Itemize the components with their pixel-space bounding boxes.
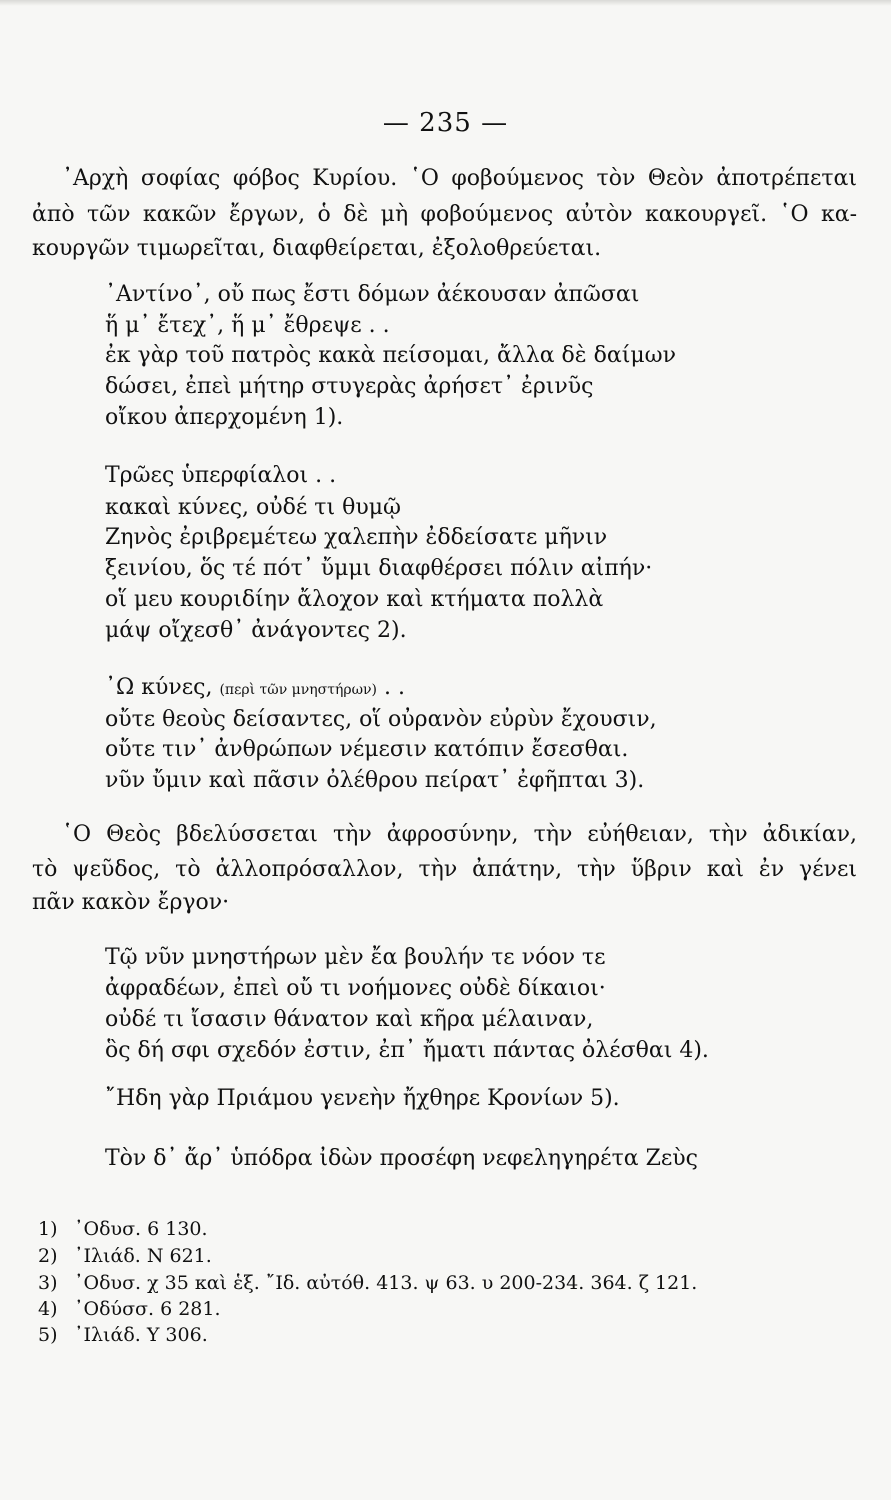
verse3-line4: νῦν ὔμιν καὶ πᾶσιν ὀλέθρου πείρατ᾿ ἐφῆπται 3). [105,768,645,793]
verse2-line6: μάψ οἴχεσθ᾿ ἀνάγοντες 2). [105,618,407,643]
verse1-line2: ἥ μ᾿ ἔτεχ᾿, ἥ μ᾿ ἔθρεψε . . [105,313,390,338]
verse3-line1 [105,675,405,700]
footnote-text: ᾿Οδυσ. 6 130. [74,1218,208,1240]
para2-line3: πᾶν κακὸν ἔργον· [32,890,230,915]
footnote-4 [38,1298,221,1320]
verse1-line1: ᾿Αντίνο᾿, οὔ πως ἔστι δόμων ἀέκουσαν ἀπῶσαι [105,282,640,307]
verse4-line3: οὐδέ τι ἴσασιν θάνατον καὶ κῆρα μέλαιναν, [105,1007,594,1032]
footnote-number: 3) [38,1272,58,1294]
verse5-line: ῎Ηδη γὰρ Πριάμου γενεὴν ἤχθηρε Κρονίων 5). [105,1086,620,1111]
verse3-ellipsis: . . [383,675,405,700]
footnote-3 [38,1272,697,1294]
page-number: — 235 — [382,108,509,138]
verse2-line4: ξεινίου, ὅς τέ πότ᾿ ὔμμι διαφθέρσει πόλιν αἰπήν· [105,556,653,581]
verse1-line4: δώσει, ἐπεὶ μήτηρ στυγερὰς ἀρήσετ᾿ ἐρινῦς [105,374,594,399]
verse3-line2: οὔτε θεοὺς δείσαντες, οἵ οὐρανὸν εὐρὺν ἔχουσιν, [105,707,657,732]
para2-line1: ῾Ο Θεὸς βδελύσσεται τὴν ἀφροσύνην, τὴν εὐήθειαν, τὴν ἀδικίαν, [62,822,857,847]
verse2-line1: Τρῶες ὑπερφίαλοι . . [105,463,337,488]
verse3-opening: ᾿Ω κύνες, [105,675,213,700]
para2-line2: τὸ ψεῦδος, τὸ ἀλλοπρόσαλλον, τὴν ἀπάτην, τὴν ὕβριν καὶ ἐν γένει [32,857,857,882]
footnote-number: 2) [38,1245,58,1267]
para1-line1: ᾿Αρχὴ σοφίας φόβος Κυρίου. ῾Ο φοβούμενος τὸν Θεὸν ἀποτρέπεται [62,166,857,191]
verse2-line2: κακαὶ κύνες, οὐδέ τι θυμῷ [105,495,401,520]
verse3-line3: οὔτε τιν᾿ ἀνθρώπων νέμεσιν κατόπιν ἔσεσθαι. [105,737,629,762]
para1-line2: ἀπὸ τῶν κακῶν ἔργων, ὁ δὲ μὴ φοβούμενος αὐτὸν κακουργεῖ. ῾Ο κα- [32,202,857,227]
footnote-text: ᾿Οδύσσ. 6 281. [74,1298,221,1320]
footnote-5 [38,1324,208,1346]
verse4-line4: ὃς δή σφι σχεδόν ἐστιν, ἐπ᾿ ἤματι πάντας ὀλέσθαι 4). [105,1038,709,1063]
verse2-line5: οἵ μευ κουριδίην ἄλοχον καὶ κτήματα πολλὰ [105,587,604,612]
verse2-line3: Ζηνὸς ἐριβρεμέτεω χαλεπὴν ἐδδείσατε μῆνιν [105,525,608,550]
footnote-number: 4) [38,1298,58,1320]
footnote-text: ᾿Οδυσ. χ 35 καὶ ἑξ. ῎Ιδ. αὐτόθ. 413. ψ 63. υ 200-234. 364. ζ 121. [74,1272,698,1294]
footnote-text: ᾿Ιλιάδ. Υ 306. [74,1324,208,1346]
footnote-text: ᾿Ιλιάδ. Ν 621. [74,1245,212,1267]
verse3-note: (περὶ τῶν μνηστήρων) [219,682,377,698]
para1-line3: κουργῶν τιμωρεῖται, διαφθείρεται, ἐξολοθρεύεται. [32,236,602,261]
verse6-line: Τὸν δ᾿ ἄρ᾿ ὑπόδρα ἰδὼν προσέφη νεφεληγηρέτα Ζεὺς [105,1146,698,1171]
verse1-line5: οἴκου ἀπερχομένη 1). [105,405,344,430]
page-edge-shadow [0,0,891,6]
footnote-1 [38,1218,208,1240]
footnote-2 [38,1245,212,1267]
footnote-number: 5) [38,1324,58,1346]
verse1-line3: ἐκ γὰρ τοῦ πατρὸς κακὰ πείσομαι, ἄλλα δὲ δαίμων [105,343,676,368]
footnote-number: 1) [38,1218,58,1240]
verse4-line2: ἀφραδέων, ἐπεὶ οὔ τι νοήμονες οὐδὲ δίκαιοι· [105,976,606,1001]
verse4-line1: Τῷ νῦν μνηστήρων μὲν ἔα βουλήν τε νόον τε [105,945,606,970]
